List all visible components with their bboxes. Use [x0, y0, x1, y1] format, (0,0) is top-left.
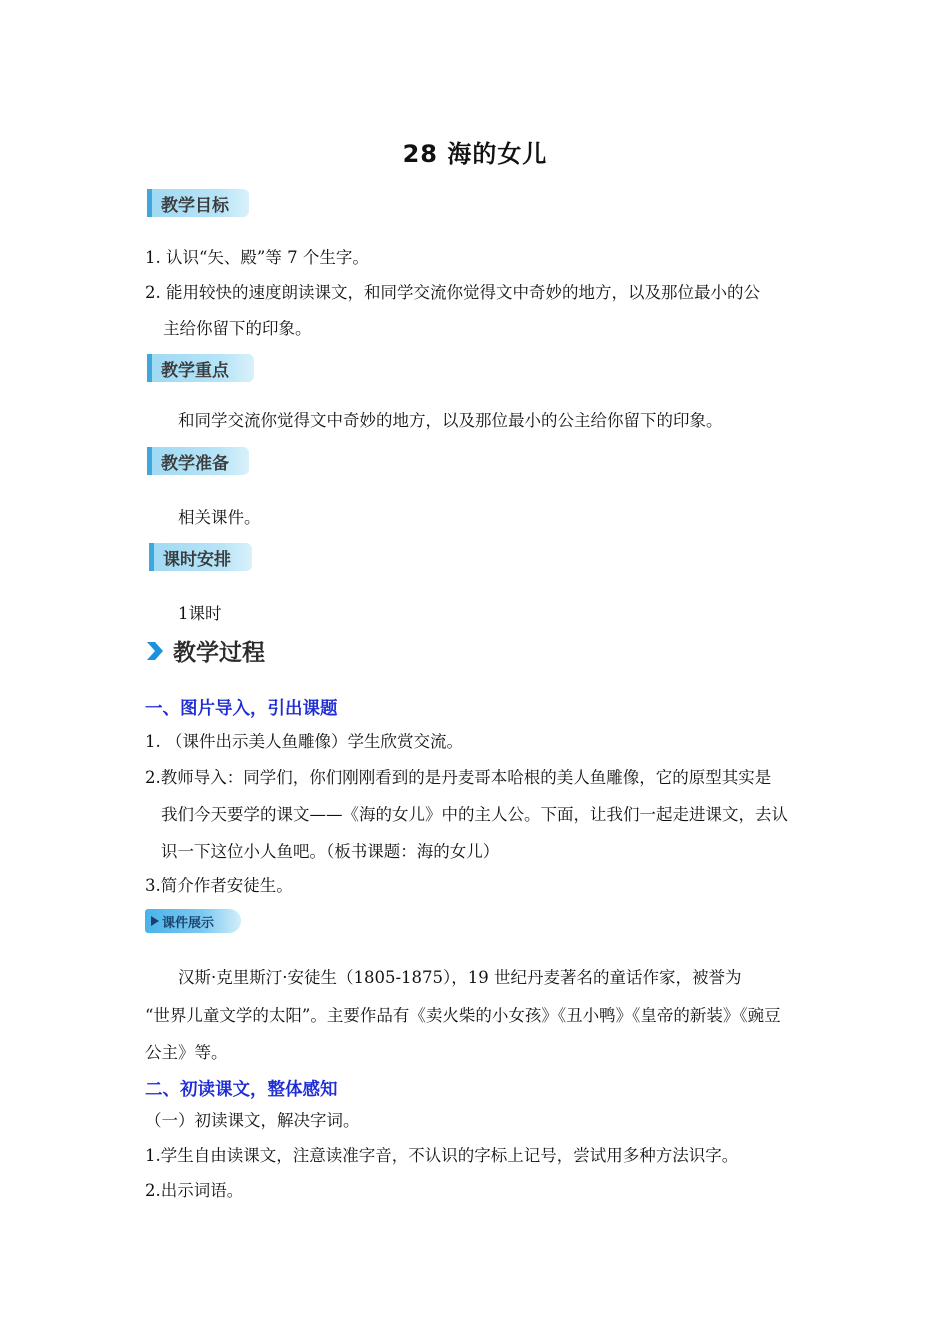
author-line-3: 公主》等。 [145, 1043, 228, 1062]
goal-item-2-line-1: 2. 能用较快的速度朗读课文，和同学交流你觉得文中奇妙的地方，以及那位最小的公 [145, 283, 760, 302]
courseware-badge [145, 909, 241, 933]
tag-accent-bar [147, 447, 152, 475]
part1-line-2c: 识一下这位小人鱼吧。（板书课题：海的女儿） [161, 842, 500, 861]
goal-item-2-line-2: 主给你留下的印象。 [163, 319, 312, 338]
process-heading [145, 634, 265, 667]
courseware-label: 课件展示 [162, 915, 215, 931]
part1-line-1: 1. （课件出示美人鱼雕像）学生欣赏交流。 [145, 732, 463, 751]
tag-label: 课时安排 [163, 549, 231, 570]
chevron-right-icon [145, 640, 165, 662]
process-heading-label: 教学过程 [173, 640, 265, 666]
part2-line-1: 1.学生自由读课文，注意读准字音，不认识的字标上记号，尝试用多种方法识字。 [145, 1146, 739, 1165]
author-line-1: 汉斯·克里斯汀·安徒生（1805-1875），19 世纪丹麦著名的童话作家，被誉为 [178, 968, 742, 987]
tag-label: 教学准备 [161, 453, 229, 474]
part2-heading: 二、初读课文，整体感知 [145, 1080, 338, 1100]
tag-accent-bar [149, 543, 154, 571]
section-tag-goals [147, 189, 249, 217]
part1-line-3: 3.简介作者安徒生。 [145, 876, 293, 895]
author-line-2: “世界儿童文学的太阳”。主要作品有《卖火柴的小女孩》《丑小鸭》《皇帝的新装》《豌豆 [145, 1006, 781, 1025]
tag-accent-bar [147, 189, 152, 217]
section-tag-schedule [149, 543, 252, 571]
part1-heading: 一、图片导入，引出课题 [145, 699, 338, 719]
tag-accent-bar [147, 354, 152, 382]
goal-item-1: 1. 认识“矢、殿”等 7 个生字。 [145, 248, 369, 267]
part1-line-2b: 我们今天要学的课文——《海的女儿》中的主人公。下面，让我们一起走进课文，去认 [161, 805, 788, 824]
tag-label: 教学重点 [161, 360, 229, 381]
page-title: 28 海的女儿 [402, 140, 548, 168]
prep-text: 相关课件。 [178, 508, 261, 527]
focus-text: 和同学交流你觉得文中奇妙的地方，以及那位最小的公主给你留下的印象。 [178, 411, 723, 430]
part1-line-2a: 2.教师导入：同学们，你们刚刚看到的是丹麦哥本哈根的美人鱼雕像，它的原型其实是 [145, 768, 772, 787]
tag-label: 教学目标 [161, 195, 229, 216]
part2-sub-1: （一）初读课文，解决字词。 [145, 1111, 360, 1130]
section-tag-prep [147, 447, 249, 475]
play-icon [151, 916, 159, 926]
schedule-text: 1课时 [178, 604, 222, 623]
section-tag-focus [147, 354, 254, 382]
part2-line-2: 2.出示词语。 [145, 1181, 244, 1200]
